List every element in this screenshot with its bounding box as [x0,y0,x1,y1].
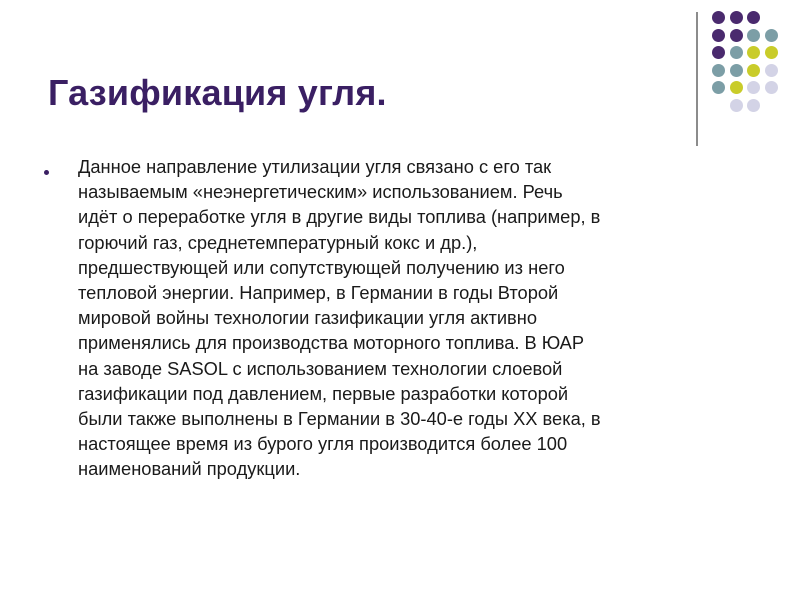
decorative-dot [747,29,760,42]
bullet-text-line: горючий газ, среднетемпературный кокс и др.), [78,231,478,253]
decorative-dot [747,11,760,24]
decorative-dot [730,99,743,112]
decorative-dot [730,64,743,77]
bullet-item [44,154,744,482]
decorative-dot [730,46,743,59]
decorative-dot [747,46,760,59]
slide-title: Газификация угля. [48,72,387,113]
decorative-dot [765,81,778,94]
decorative-dot [712,64,725,77]
decorative-dot [712,46,725,59]
bullet-text-line: идёт о переработке угля в другие виды топлива (например, в [78,206,601,228]
decorative-dot [712,29,725,42]
bullet-text-line: были также выполнены в Германии в 30-40-е годы XX века, в [78,408,601,430]
bullet-text-line: настоящее время из бурого угля производится более 100 [78,433,568,455]
decorative-dot [765,29,778,42]
decorative-dot [712,81,725,94]
bullet-text-line: применялись для производства моторного топлива. В ЮАР [78,332,585,354]
bullet-text-line: Данное направление утилизации угля связано с его так [78,156,552,177]
decorative-divider-line [696,12,698,146]
bullet-text [78,154,744,482]
decorative-dot [765,46,778,59]
bullet-text-line: газификации под давлением, первые разработки которой [78,382,569,404]
bullet-text-line: тепловой энергии. Например, в Германии в годы Второй [78,282,559,304]
decorative-dot [730,11,743,24]
bullet-text-line: наименований продукции. [78,458,301,480]
decorative-dot [747,99,760,112]
bullet-dot-icon [44,170,49,175]
bullet-text-line: мировой войны технологии газификации угля активно [78,307,538,329]
bullet-text-line: на заводе SASOL с использованием технологии слоевой [78,357,563,379]
bullet-text-line: называемым «неэнергетическим» использованием. Речь [78,181,563,203]
decorative-dot [712,11,725,24]
decorative-dot [730,81,743,94]
decorative-dot [747,64,760,77]
decorative-dot [730,29,743,42]
decorative-dot [747,81,760,94]
decorative-dot [765,64,778,77]
bullet-text-line: предшествующей или сопутствующей получению из него [78,256,565,278]
